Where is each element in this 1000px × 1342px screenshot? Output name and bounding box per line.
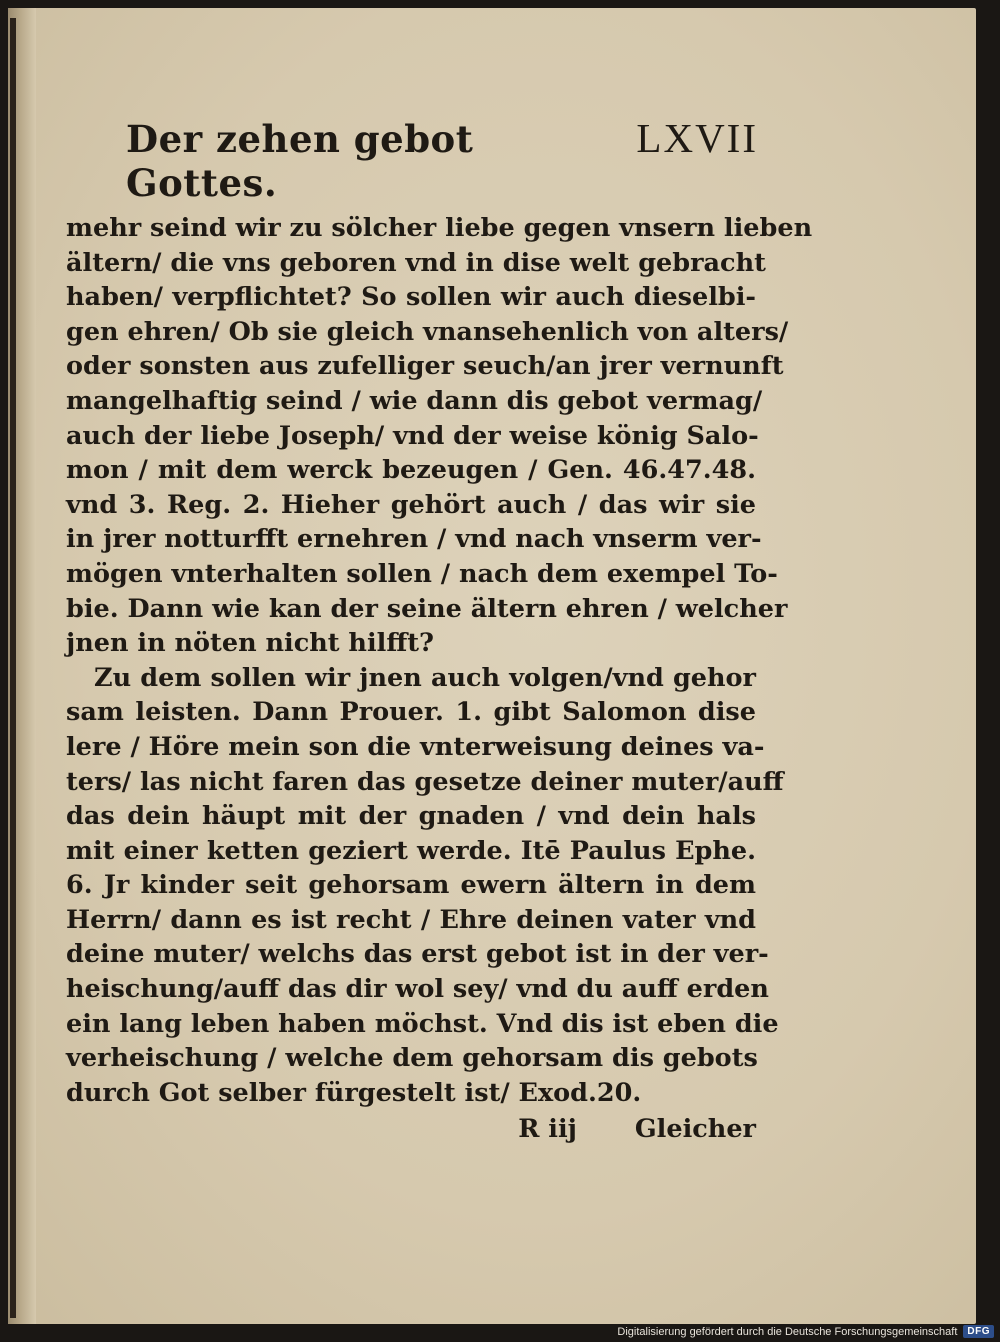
text-line: lere / Höre mein son die vnterweisung deines va-: [66, 731, 765, 762]
text-line: auch der liebe Joseph/ vnd der weise könig Salo-: [66, 420, 759, 451]
text-line: sam leisten. Dann Prouer. 1. gibt Salomon dise: [66, 697, 756, 728]
text-line: Herrn/ dann es ist recht / Ehre deinen vater vnd: [66, 904, 756, 935]
text-line: gen ehren/ Ob sie gleich vnansehenlich von alters/: [66, 316, 789, 347]
running-title: Der zehen gebot Gottes.: [126, 117, 474, 205]
text-line: mögen vnterhalten sollen / nach dem exempel To-: [66, 558, 778, 589]
page-footer: [66, 1112, 756, 1146]
text-line: oder sonsten aus zufelliger seuch/an jrer vernunft: [66, 351, 784, 382]
text-line: mit einer ketten geziert werde. Itē Paulus Ephe.: [66, 835, 756, 866]
text-line: verheischung / welche dem gehorsam dis gebots: [66, 1043, 758, 1074]
text-line: vnd 3. Reg. 2. Hieher gehört auch / das wir sie: [66, 489, 756, 520]
text-line: heischung/auff das dir wol sey/ vnd du auff erden: [66, 974, 769, 1005]
text-line: haben/ verpflichtet? So sollen wir auch dieselbi-: [66, 282, 756, 313]
text-line: 6. Jr kinder seit gehorsam ewern ältern in dem: [66, 870, 756, 901]
running-head: [126, 114, 756, 205]
text-line: jnen in nöten nicht hilfft?: [66, 628, 434, 659]
text-line: bie. Dann wie kan der seine ältern ehren / welcher: [66, 593, 788, 624]
text-line: mon / mit dem werck bezeugen / Gen. 46.47.48.: [66, 455, 756, 486]
body-text: [66, 211, 813, 1110]
text-line: mehr seind wir zu sölcher liebe gegen vnsern lieben: [66, 213, 813, 243]
text-line: in jrer notturfft ernehren / vnd nach vnserm ver-: [66, 524, 762, 555]
credit-text: Digitalisierung gefördert durch die Deutsche Forschungsgemeinschaft: [617, 1325, 958, 1338]
digitization-credit: [617, 1325, 994, 1338]
page-edge: [10, 18, 16, 1318]
text-line-paragraph-start: Zu dem sollen wir jnen auch volgen/vnd gehor: [94, 662, 756, 693]
text-line: das dein häupt mit der gnaden / vnd dein hals: [66, 801, 756, 832]
folio-number: LXVII: [636, 115, 758, 161]
page-text-block: [66, 114, 813, 1146]
text-line: deine muter/ welchs das erst gebot ist in der ver-: [66, 939, 769, 970]
text-line: ters/ las nicht faren das gesetze deiner muter/auff: [66, 766, 784, 797]
text-line: mangelhaftig seind / wie dann dis gebot vermag/: [66, 385, 763, 416]
text-line: durch Got selber fürgestelt ist/ Exod.20.: [66, 1077, 642, 1108]
book-page: [8, 8, 976, 1324]
text-line: ein lang leben haben möchst. Vnd dis ist eben die: [66, 1008, 779, 1039]
catchword: Gleicher: [634, 1114, 756, 1145]
text-line: ältern/ die vns geboren vnd in dise welt gebracht: [66, 247, 766, 278]
dfg-logo: DFG: [963, 1325, 994, 1338]
signature-mark: R iij: [518, 1114, 577, 1145]
